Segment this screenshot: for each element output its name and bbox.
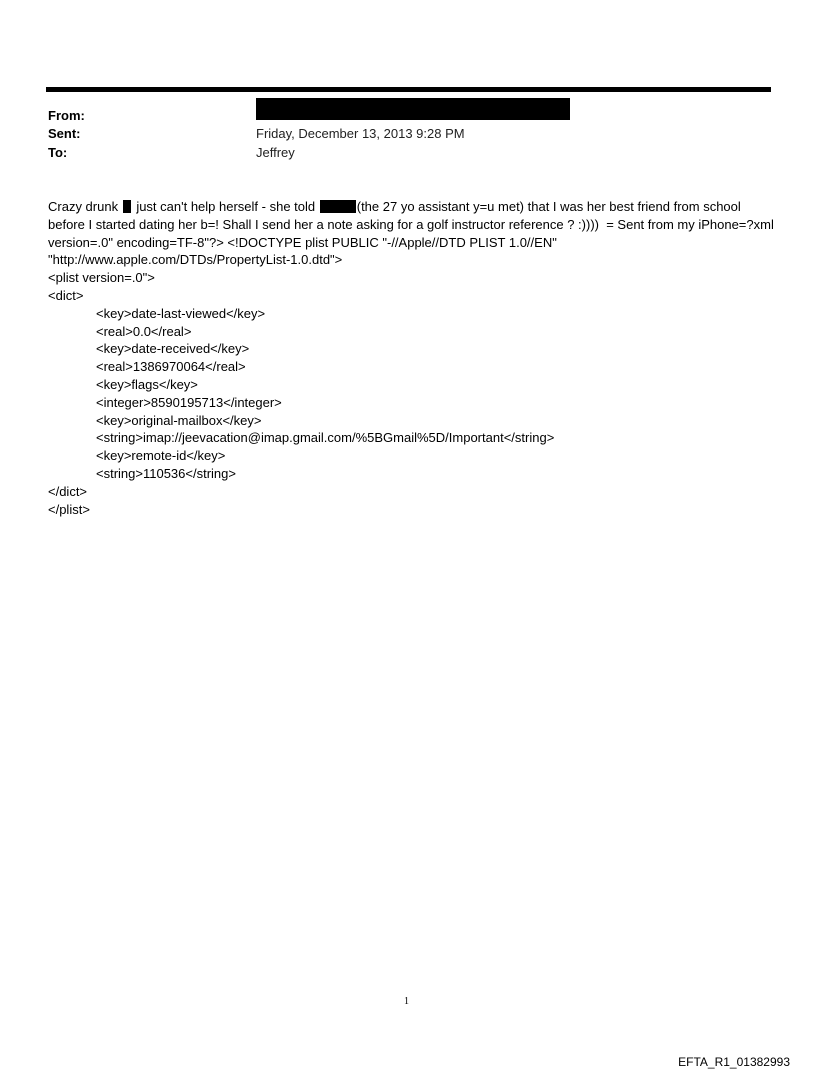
xml-line: </dict> [48,483,88,499]
xml-line: <key>date-received</key> [96,341,250,357]
xml-line: <key>date-last-viewed</key> [96,305,266,321]
from-row [48,107,768,125]
xml-line: <string>imap://jeevacation@imap.gmail.com/%5BGmail%5D/Important</string> [96,430,555,446]
xml-line: <key>flags</key> [96,376,198,392]
to-row [48,144,768,162]
xml-line: <integer>8590195713</integer> [96,394,282,410]
to-value: Jeffrey [256,145,295,160]
message-body [48,198,778,518]
page-number: 1 [404,996,409,1007]
xml-line: <real>1386970064</real> [96,359,246,375]
message-text-2: just can't help herself - she told [132,199,319,214]
xml-line: <key>original-mailbox</key> [96,412,262,428]
xml-line: <key>remote-id</key> [96,448,226,464]
sent-label: Sent: [48,126,81,141]
sent-row [48,125,768,143]
xml-line: <string>110536</string> [96,465,236,481]
name-redaction-1 [123,200,131,213]
message-text-3: (the 27 yo assistant y=u met) that I was her best friend from school before I started dating her b=! Shall I send her a note asking for a golf instructor reference ? :)))) = Sent from my iPhone=?xml version=.0" encoding=TF-8"?> <!DOCTYPE plist PUBLIC "-//Apple//DTD PLIST 1.0//EN" "http://www.apple.com/DTDs/PropertyList-1.0.dtd"> [48,199,774,268]
message-text-1: Crazy drunk [48,199,122,214]
from-redaction [256,98,570,120]
xml-line: </plist> [48,501,90,517]
header-divider [46,87,771,92]
sent-value: Friday, December 13, 2013 9:28 PM [256,126,465,141]
message-paragraph [48,198,778,269]
xml-line: <real>0.0</real> [96,323,192,339]
name-redaction-2 [320,200,356,213]
to-label: To: [48,145,68,160]
from-label: From: [48,108,85,123]
document-id: EFTA_R1_01382993 [678,1055,790,1069]
xml-line: <dict> [48,287,84,303]
xml-line: <plist version=.0"> [48,270,155,286]
